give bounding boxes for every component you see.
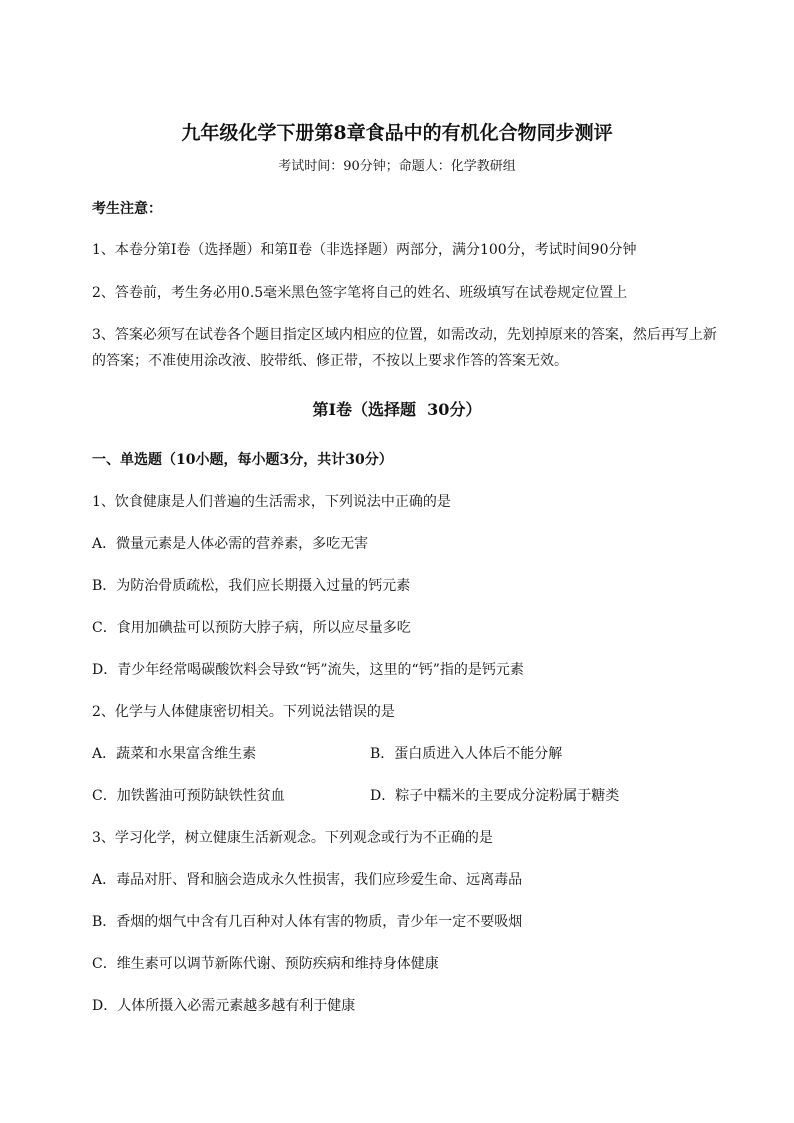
notice-item-3-line-1: 3、答案必须写在试卷各个题目指定区域内相应的位置，如需改动，先划掉原来的答案，然后再写上新 [92, 327, 717, 343]
question-3-option-d: D．人体所摄入必需元素越多越有利于健康 [92, 998, 356, 1014]
question-1-option-a: A．微量元素是人体必需的营养素，多吃无害 [92, 536, 369, 552]
question-1-option-d: D．青少年经常喝碳酸饮料会导致“钙”流失，这里的“钙”指的是钙元素 [92, 662, 524, 678]
exam-info: 考试时间：90分钟；命题人：化学教研组 [278, 159, 516, 174]
question-3-option-b: B．香烟的烟气中含有几百种对人体有害的物质，青少年一定不要吸烟 [92, 914, 523, 930]
question-3-option-c: C．维生素可以调节新陈代谢、预防疾病和维持身体健康 [92, 956, 439, 972]
page-title: 九年级化学下册第8章食品中的有机化合物同步测评 [181, 122, 613, 144]
question-2-option-c: C．加铁酱油可预防缺铁性贫血 [92, 788, 285, 804]
question-2-option-b: B．蛋白质进入人体后不能分解 [370, 746, 563, 762]
question-3-option-a: A．毒品对肝、肾和脑会造成永久性损害，我们应珍爱生命、远离毒品 [92, 872, 523, 888]
question-2-stem: 2、化学与人体健康密切相关。下列说法错误的是 [92, 704, 395, 720]
question-2-option-d: D．粽子中糯米的主要成分淀粉属于糖类 [370, 788, 620, 804]
question-1-option-b: B．为防治骨质疏松，我们应长期摄入过量的钙元素 [92, 578, 411, 594]
question-2-option-a: A．蔬菜和水果富含维生素 [92, 746, 257, 762]
question-1-stem: 1、饮食健康是人们普遍的生活需求，下列说法中正确的是 [92, 494, 451, 510]
notice-item-2: 2、答卷前，考生务必用0.5毫米黑色签字笔将自己的姓名、班级填写在试卷规定位置上 [92, 285, 628, 301]
part-heading: 一、单选题（10小题，每小题3分，共计30分） [92, 452, 393, 468]
notice-item-3-line-2: 的答案；不准使用涂改液、胶带纸、修正带，不按以上要求作答的答案无效。 [92, 353, 568, 369]
section-title: 第I卷（选择题 30分） [312, 400, 482, 419]
question-3-stem: 3、学习化学，树立健康生活新观念。下列观念或行为不正确的是 [92, 830, 493, 846]
notice-item-1: 1、本卷分第I卷（选择题）和第Ⅱ卷（非选择题）两部分，满分100分，考试时间90分钟 [92, 242, 637, 258]
question-1-option-c: C．食用加碘盐可以预防大脖子病，所以应尽量多吃 [92, 620, 411, 636]
notice-heading: 考生注意： [92, 201, 162, 217]
